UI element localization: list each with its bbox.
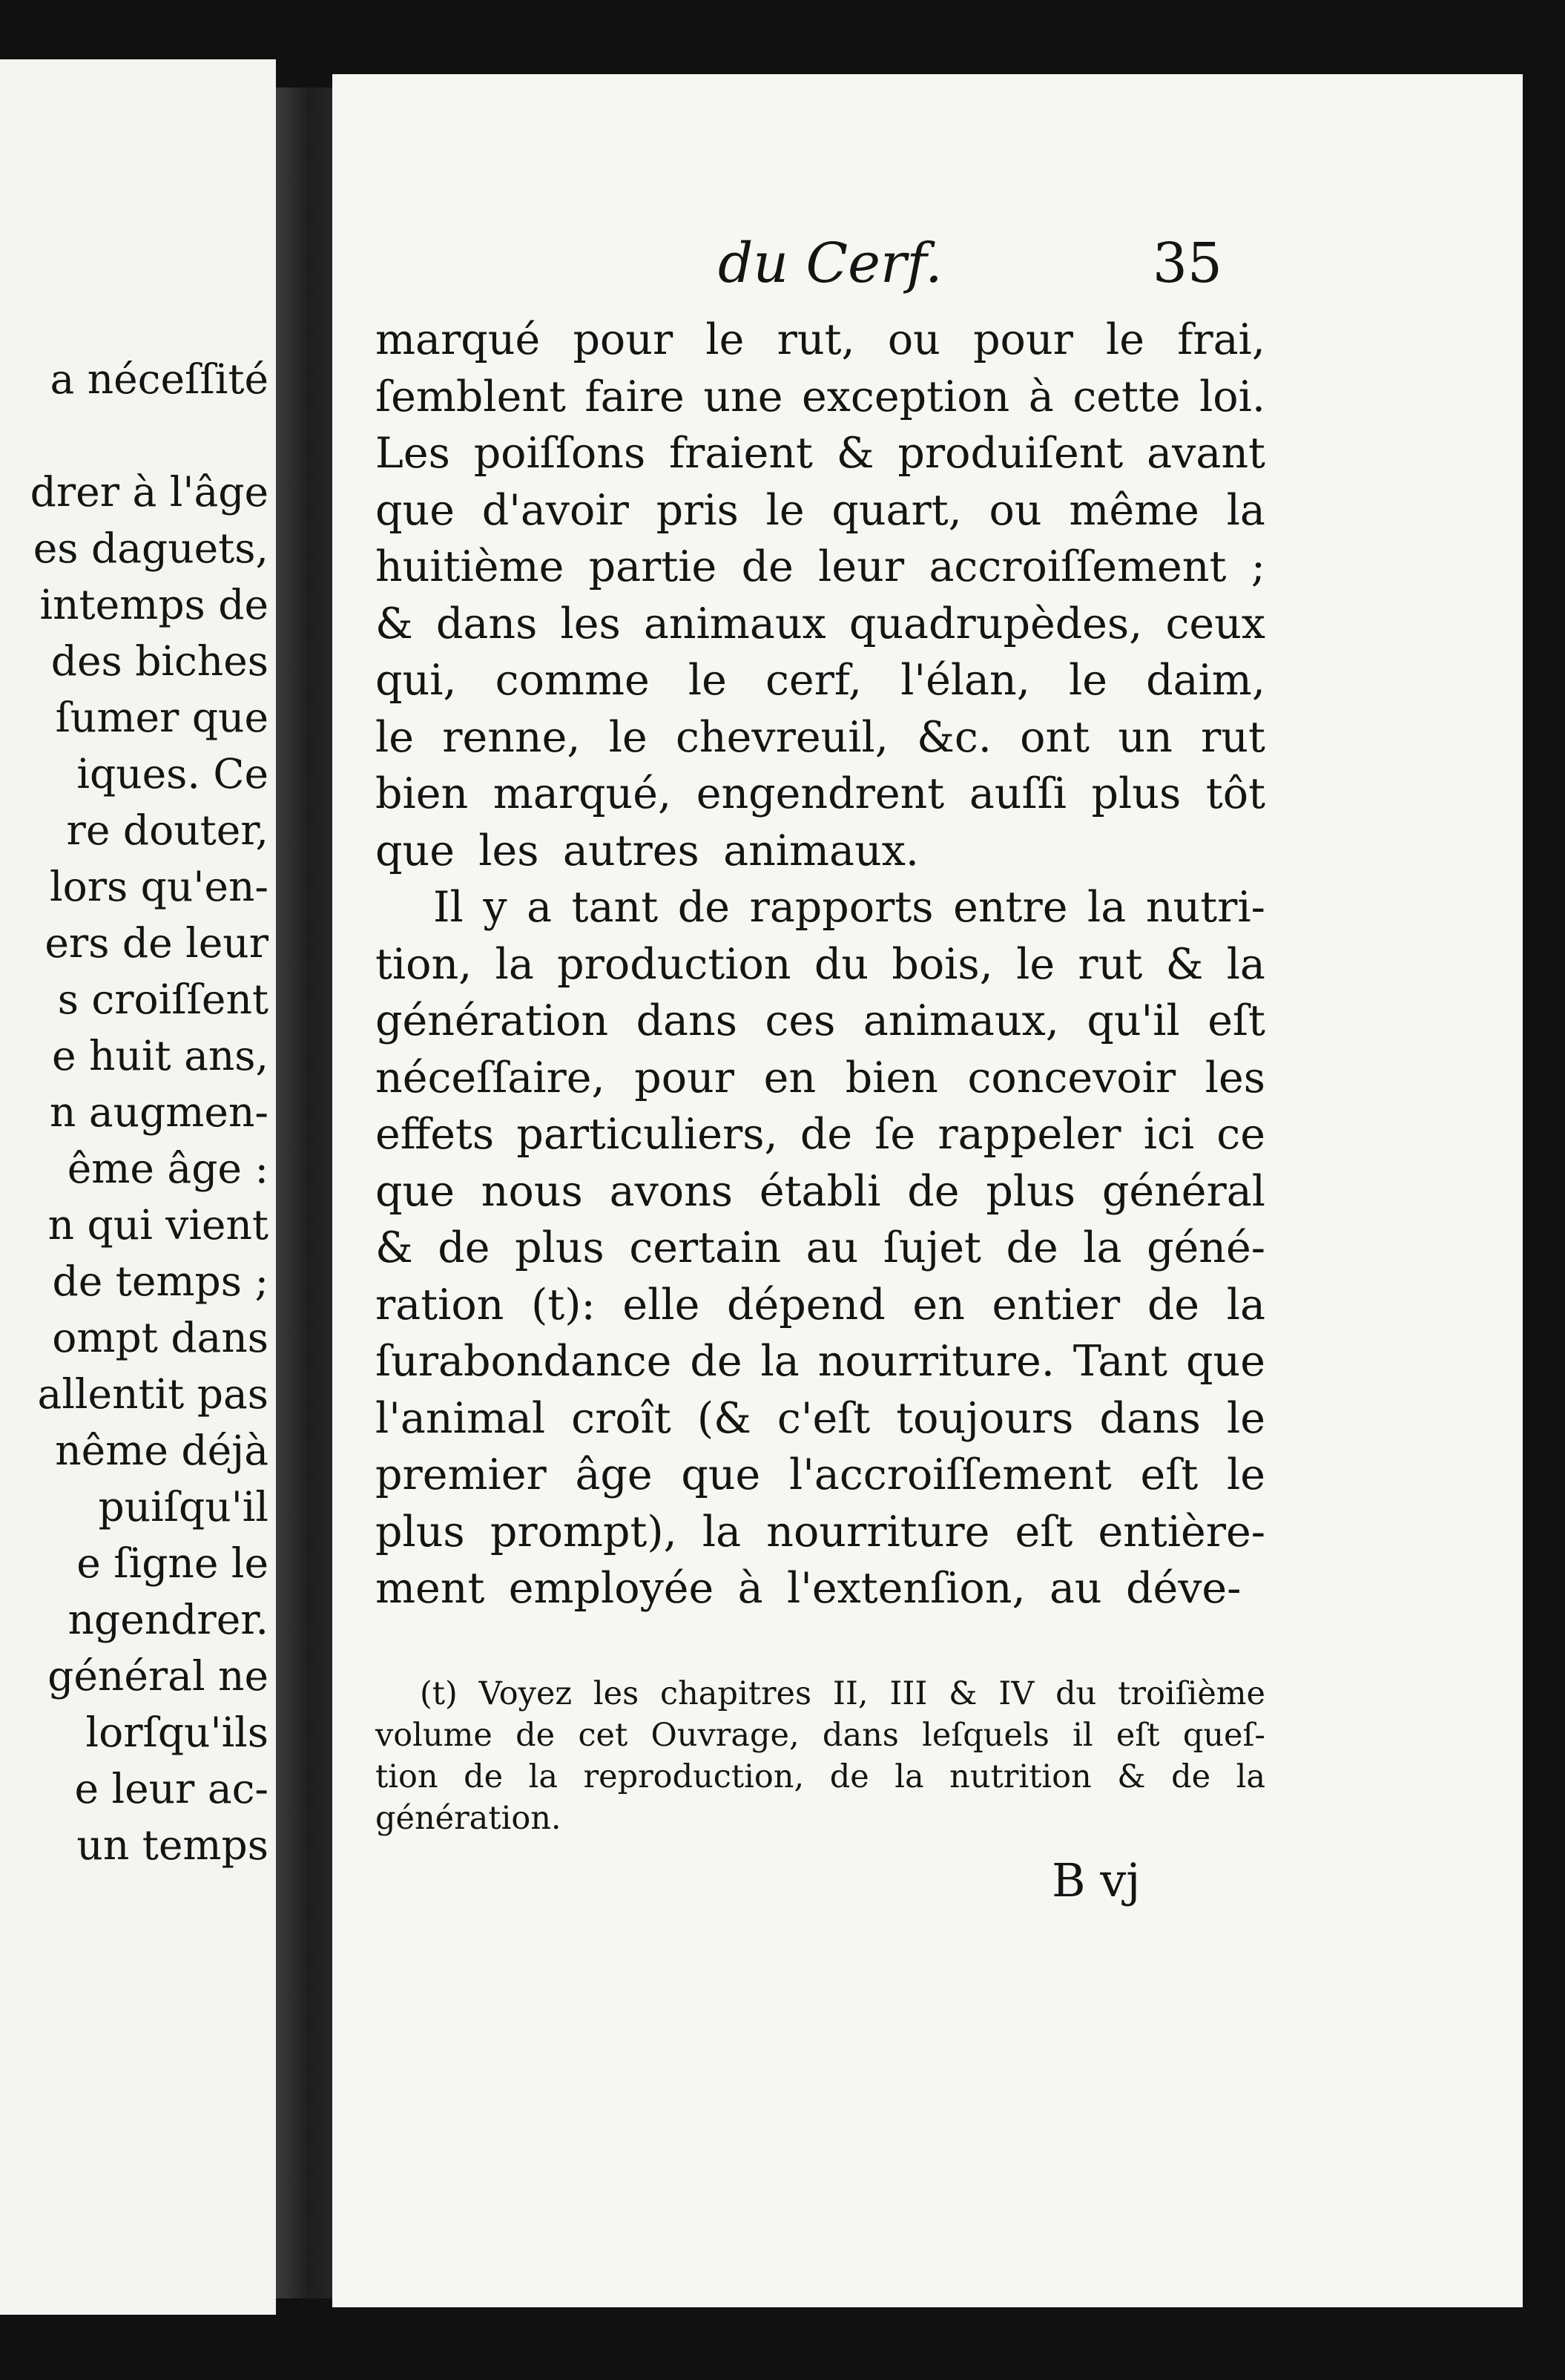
left-page-line: e ſigne le: [76, 1539, 268, 1587]
left-page-line: des biches: [50, 637, 268, 685]
text-line: ſurabondance de la nourriture. Tant que: [375, 1337, 1265, 1386]
text-line: & dans les animaux quadrupèdes, ceux: [375, 599, 1265, 648]
left-page-line: nême déjà: [55, 1427, 268, 1474]
left-page-line: a néceſſité: [50, 355, 268, 403]
text-line: le renne, le chevreuil, &c. ont un rut: [375, 712, 1265, 762]
body-text: [375, 312, 1265, 1617]
left-page-line: lors qu'en-: [49, 863, 268, 910]
left-page-line: re douter,: [66, 806, 268, 854]
left-page-line: allentit pas: [37, 1370, 268, 1418]
left-page: [0, 59, 276, 2315]
left-page-line: drer à l'âge: [30, 468, 268, 516]
left-page-line: e huit ans,: [52, 1032, 268, 1079]
book-gutter: [276, 88, 335, 2298]
left-page-line: général ne: [47, 1652, 268, 1700]
page-number: 35: [1152, 231, 1222, 295]
text-line: marqué pour le rut, ou pour le frai,: [375, 315, 1265, 364]
text-line: plus prompt), la nourriture eſt entière-: [375, 1507, 1265, 1556]
text-line: néceſſaire, pour en bien concevoir les: [375, 1053, 1265, 1102]
left-page-line: un temps: [76, 1821, 268, 1869]
left-page-line: ſumer que: [55, 694, 268, 741]
left-page-line: ngendrer.: [67, 1596, 268, 1643]
left-page-line: ers de leur: [45, 919, 268, 967]
text-line: premier âge que l'accroiſſement eſt le: [375, 1450, 1265, 1499]
left-page-line: e leur ac-: [74, 1765, 268, 1812]
left-page-line: ême âge :: [67, 1145, 268, 1192]
text-line: que d'avoir pris le quart, ou même la: [375, 485, 1265, 535]
left-page-line: ompt dans: [52, 1314, 268, 1361]
text-line: bien marqué, engendrent auſſi plus tôt: [375, 769, 1265, 818]
left-page-line: n augmen-: [49, 1088, 268, 1136]
text-line: tion, la production du bois, le rut & la: [375, 939, 1265, 989]
text-line: & de plus certain au ſujet de la géné-: [375, 1223, 1265, 1272]
left-page-line: de temps ;: [52, 1258, 268, 1305]
running-head: [718, 223, 1222, 312]
footnote-line: tion de la reproduction, de la nutrition & de la: [375, 1758, 1265, 1795]
left-page-line: puiſqu'il: [98, 1483, 268, 1531]
text-line: l'animal croît (& c'eſt toujours dans le: [375, 1393, 1265, 1443]
footnote-line: génération.: [375, 1800, 561, 1837]
left-page-line: lorſqu'ils: [85, 1709, 268, 1756]
text-line: qui, comme le cerf, l'élan, le daim,: [375, 656, 1265, 705]
signature-mark: B vj: [1052, 1853, 1141, 1907]
footnote: [375, 1673, 1265, 1839]
left-page-line: n qui vient: [47, 1201, 268, 1249]
text-line: ſemblent faire une exception à cette loi.: [375, 372, 1265, 421]
text-line: génération dans ces animaux, qu'il eſt: [375, 996, 1265, 1045]
text-line: Il y a tant de rapports entre la nutri-: [433, 883, 1265, 932]
text-line: ment employée à l'extenſion, au déve-: [375, 1564, 1242, 1613]
left-page-line: intemps de: [39, 581, 268, 628]
right-page: [332, 74, 1523, 2307]
text-line: ration (t): elle dépend en entier de la: [375, 1280, 1265, 1329]
text-line: huitième partie de leur accroiſſement ;: [375, 542, 1265, 591]
text-line: que les autres animaux.: [375, 826, 920, 875]
left-page-line: es daguets,: [33, 525, 268, 572]
footnote-line: volume de cet Ouvrage, dans leſquels il eſt queſ-: [375, 1717, 1265, 1754]
running-title: du Cerf.: [718, 231, 943, 295]
footnote-line: (t) Voyez les chapitres II, III & IV du troiſième: [420, 1675, 1265, 1712]
text-line: Les poiſſons fraient & produiſent avant: [375, 429, 1265, 478]
left-page-line: s croiſſent: [57, 976, 268, 1023]
text-line: que nous avons établi de plus général: [375, 1166, 1265, 1216]
text-line: effets particuliers, de ſe rappeler ici ce: [375, 1110, 1265, 1159]
left-page-line: iques. Ce: [76, 750, 268, 798]
